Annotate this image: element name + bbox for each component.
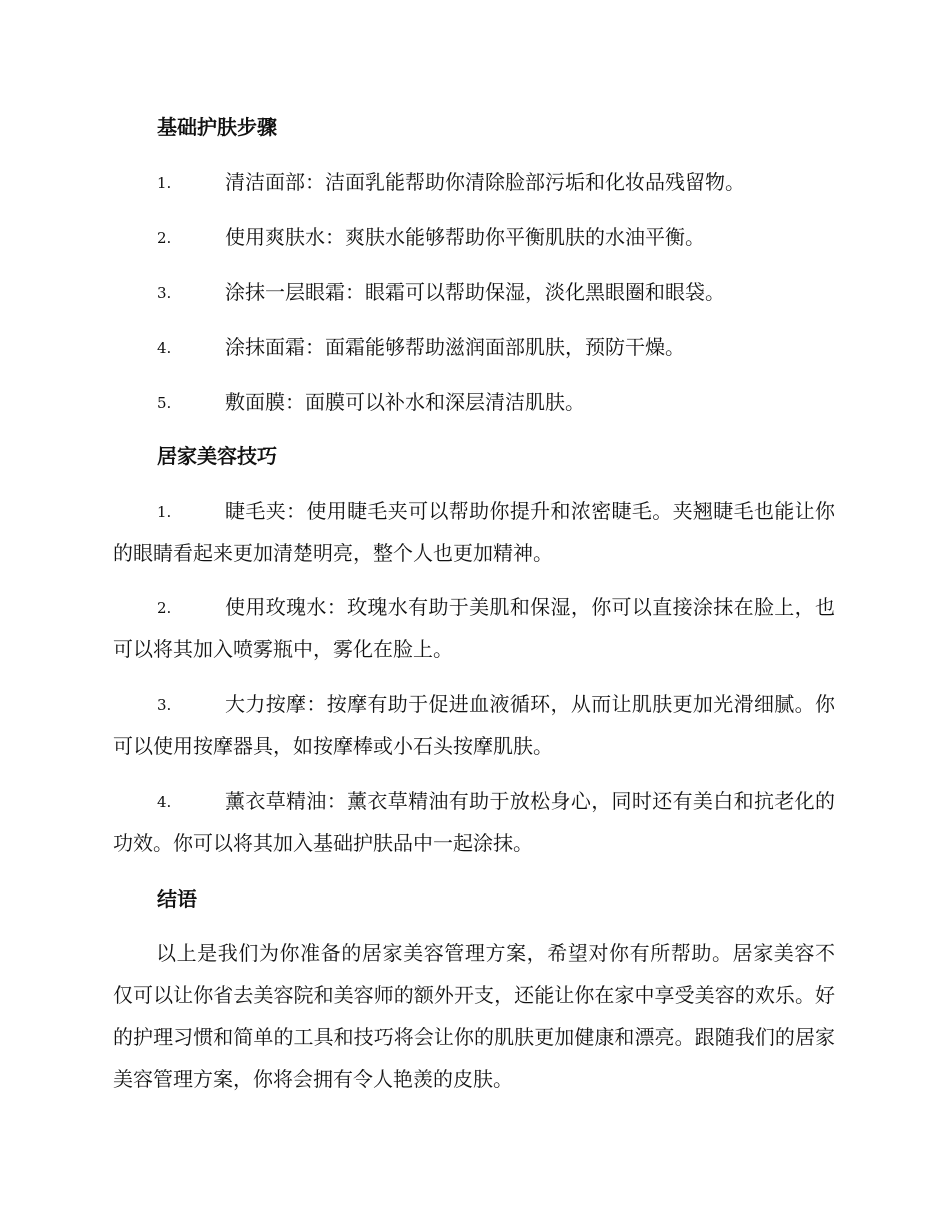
list-number: 2. (157, 599, 172, 617)
conclusion-paragraph: 以上是我们为你准备的居家美容管理方案，希望对你有所帮助。居家美容不仅可以让你省去美容院和美容师的额外开支，还能让你在家中享受美容的欢乐。好的护理习惯和简单的工具和技巧将会让你的肌肤更加健康和漂亮。跟随我们的居家美容管理方案，你将会拥有令人艳羡的皮肤。 (113, 941, 835, 1091)
section-heading-conclusion: 结语 (157, 887, 197, 911)
section-heading-home-beauty: 居家美容技巧 (157, 444, 277, 468)
list-item: 涂抹一层眼霜：眼霜可以帮助保湿，淡化黑眼圈和眼袋。 (225, 280, 725, 304)
list-item: 涂抹面霜：面霜能够帮助滋润面部肌肤，预防干燥。 (225, 335, 685, 359)
list-number: 4. (157, 793, 172, 811)
list-item: 大力按摩：按摩有助于促进血液循环，从而让肌肤更加光滑细腻。你可以使用按摩器具，如按摩棒或小石头按摩肌肤。 (113, 692, 835, 758)
list-number: 1. (157, 503, 172, 521)
list-item: 敷面膜：面膜可以补水和深层清洁肌肤。 (225, 390, 585, 414)
list-item: 睫毛夹：使用睫毛夹可以帮助你提升和浓密睫毛。夹翘睫毛也能让你的眼睛看起来更加清楚明亮，整个人也更加精神。 (113, 499, 835, 565)
list-item: 使用玫瑰水：玫瑰水有助于美肌和保湿，你可以直接涂抹在脸上，也可以将其加入喷雾瓶中，雾化在脸上。 (113, 595, 835, 661)
section-heading-basic-care: 基础护肤步骤 (157, 115, 277, 139)
list-number: 2. (157, 229, 172, 247)
list-item: 薰衣草精油：薰衣草精油有助于放松身心，同时还有美白和抗老化的功效。你可以将其加入基础护肤品中一起涂抹。 (113, 789, 835, 855)
list-number: 5. (157, 394, 172, 412)
list-item: 清洁面部：洁面乳能帮助你清除脸部污垢和化妆品残留物。 (225, 170, 745, 194)
list-item: 使用爽肤水：爽肤水能够帮助你平衡肌肤的水油平衡。 (225, 225, 705, 249)
list-number: 3. (157, 284, 172, 302)
list-number: 3. (157, 696, 172, 714)
list-number: 4. (157, 339, 172, 357)
list-number: 1. (157, 174, 172, 192)
